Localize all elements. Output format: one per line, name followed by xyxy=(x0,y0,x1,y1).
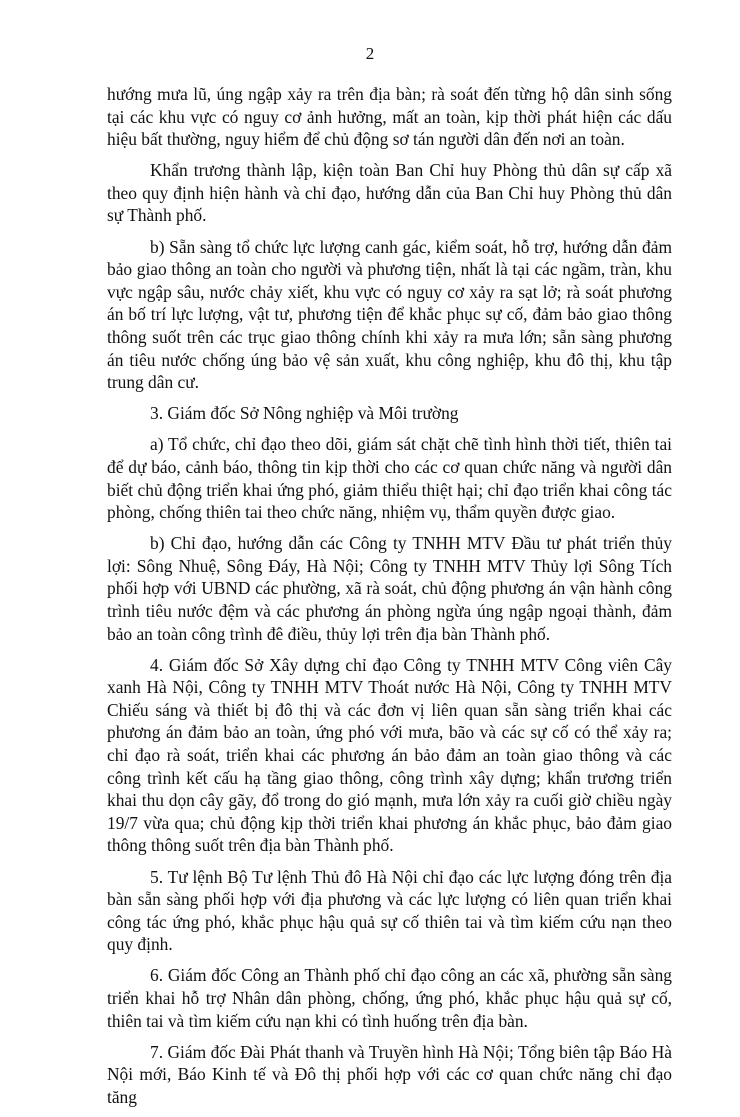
paragraph-continuation: hướng mưa lũ, úng ngập xảy ra trên địa bàn; rà soát đến từng hộ dân sinh sống tại các khu vực có nguy cơ ảnh hưởng, mất an toàn, kịp thời phát hiện các dấu hiệu bất thường, nguy hiểm để chủ động sơ tán người dân đến nơi an toàn. xyxy=(107,84,672,150)
paragraph-item-6: 6. Giám đốc Công an Thành phố chỉ đạo công an các xã, phường sẵn sàng triển khai hỗ trợ Nhân dân phòng, chống, ứng phó, khắc phục hậu quả sự cố, thiên tai và tìm kiếm cứu nạn khi có tình huống trên địa bàn. xyxy=(107,965,672,1031)
paragraph-item-5: 5. Tư lệnh Bộ Tư lệnh Thủ đô Hà Nội chỉ đạo các lực lượng đóng trên địa bàn sẵn sàng phối hợp với địa phương và các lực lượng có liên quan triển khai công tác ứng phó, khắc phục hậu quả sự cố thiên tai và tìm kiếm cứu nạn theo quy định. xyxy=(107,866,672,955)
paragraph-civil-defense: Khẩn trương thành lập, kiện toàn Ban Chỉ huy Phòng thủ dân sự cấp xã theo quy định hiện hành và chỉ đạo, hướng dẫn của Ban Chỉ huy Phòng thủ dân sự Thành phố. xyxy=(107,160,672,226)
document-body xyxy=(107,83,672,1117)
paragraph-item-4: 4. Giám đốc Sở Xây dựng chỉ đạo Công ty TNHH MTV Công viên Cây xanh Hà Nội, Công ty TNHH MTV Thoát nước Hà Nội, Công ty TNHH MTV Chiếu sáng và thiết bị đô thị và các đơn vị liên quan sẵn sàng triển khai các phương án đảm bảo an toàn, ứng phó với mưa, bão và các sự cố có thể xảy ra; chỉ đạo rà soát, triển khai các phương án bảo đảm an toàn giao thông và các công trình kết cấu hạ tầng giao thông, công trình xây dựng; khẩn trương triển khai thu dọn cây gãy, đổ trong do gió mạnh, mưa lớn xảy ra cuối giờ chiều ngày 19/7 vừa qua; chủ động kịp thời triển khai phương án khắc phục, bảo đảm giao thông thông suốt trên địa bàn Thành phố. xyxy=(107,654,672,856)
paragraph-item-3b: b) Chỉ đạo, hướng dẫn các Công ty TNHH MTV Đầu tư phát triển thủy lợi: Sông Nhuệ, Sông Đáy, Hà Nội; Công ty TNHH MTV Thủy lợi Sông Tích phối hợp với UBND các phường, xã rà soát, chủ động phương án vận hành công trình tiêu nước đệm và các phương án phòng ngừa úng ngập ngoại thành, đảm bảo an toàn công trình đê điều, thủy lợi trên địa bàn Thành phố. xyxy=(107,533,672,644)
page-number: 2 xyxy=(365,44,375,63)
paragraph-item-7: 7. Giám đốc Đài Phát thanh và Truyền hình Hà Nội; Tổng biên tập Báo Hà Nội mới, Báo Kinh tế và Đô thị phối hợp với các cơ quan chức năng chỉ đạo tăng xyxy=(107,1041,672,1107)
paragraph-item-3a: a) Tổ chức, chỉ đạo theo dõi, giám sát chặt chẽ tình hình thời tiết, thiên tai để dự báo, cảnh báo, thông tin kịp thời cho các cơ quan chức năng và người dân biết chủ động triển khai ứng phó, giảm thiểu thiệt hại; chỉ đạo triển khai công tác phòng, chống thiên tai theo chức năng, nhiệm vụ, thẩm quyền được giao. xyxy=(107,434,672,523)
paragraph-traffic-safety: b) Sẵn sàng tổ chức lực lượng canh gác, kiểm soát, hỗ trợ, hướng dẫn đảm bảo giao thông an toàn cho người và phương tiện, nhất là tại các ngầm, tràn, khu vực ngập sâu, nước chảy xiết, khu vực có nguy cơ xảy ra sạt lở; rà soát phương án bố trí lực lượng, vật tư, phương tiện để khắc phục sự cố, đảm bảo giao thông thông suốt trên các trục giao thông chính khi xảy ra mưa lớn; sẵn sàng phương án tiêu nước chống úng bảo vệ sản xuất, khu công nghiệp, khu đô thị, khu tập trung dân cư. xyxy=(107,236,672,393)
heading-item-3: 3. Giám đốc Sở Nông nghiệp và Môi trường xyxy=(150,403,459,424)
